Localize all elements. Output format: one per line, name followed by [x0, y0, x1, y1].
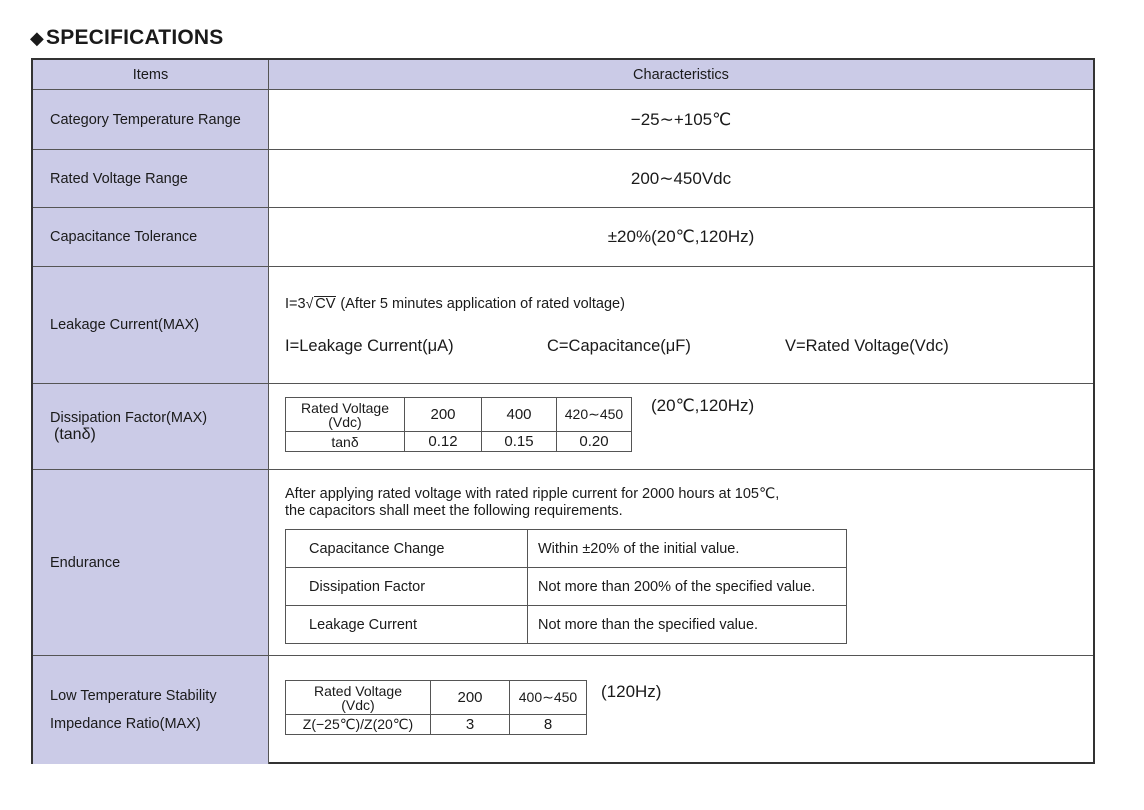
- page-title: [30, 26, 223, 50]
- dissipation-head-0: Rated Voltage (Vdc): [301, 399, 389, 430]
- endurance-item-1: Dissipation Factor: [286, 568, 528, 606]
- dissipation-cell-2: 0.15: [482, 432, 557, 452]
- row-leakage-current: [33, 267, 1093, 384]
- formula-prefix: I=3: [285, 296, 306, 312]
- endurance-value: [269, 470, 1093, 655]
- endurance-item-0: Capacitance Change: [286, 530, 528, 568]
- low-temp-cell-1: 3: [431, 715, 510, 735]
- leakage-def-i: I=Leakage Current(μA): [285, 337, 454, 355]
- row-rated-voltage: [33, 150, 1093, 208]
- dissipation-factor-label: [33, 384, 269, 469]
- low-temp-head-2: 400∼450: [510, 681, 587, 715]
- diamond-bullet-icon: ◆: [30, 28, 45, 48]
- table-row: [286, 398, 632, 432]
- characteristics-column-header: Characteristics: [269, 60, 1093, 89]
- low-temp-label-line2: Impedance Ratio(MAX): [50, 716, 201, 732]
- leakage-current-value: [269, 267, 1093, 383]
- low-temp-label-line1: Low Temperature Stability: [50, 688, 217, 704]
- table-row: [286, 530, 847, 568]
- low-temp-condition: (120Hz): [601, 682, 662, 701]
- endurance-label: Endurance: [33, 470, 269, 655]
- table-header-row: [33, 60, 1093, 90]
- low-temp-label: [33, 656, 269, 764]
- endurance-text-line2: the capacitors shall meet the following requirements.: [285, 503, 623, 519]
- endurance-table: [285, 529, 847, 644]
- low-temp-head-0: Rated Voltage (Vdc): [314, 682, 402, 713]
- leakage-formula: I=3√ CV (After 5 minutes application of rated voltage): [285, 295, 625, 312]
- dissipation-head-3: 420∼450: [557, 398, 632, 432]
- formula-radicand: CV: [315, 296, 336, 312]
- capacitance-tolerance-label: Capacitance Tolerance: [33, 208, 269, 266]
- dissipation-label-line2: (tanδ): [54, 425, 96, 443]
- table-row: [286, 606, 847, 644]
- endurance-item-2: Leakage Current: [286, 606, 528, 644]
- row-temperature-range: [33, 90, 1093, 150]
- leakage-def-v: V=Rated Voltage(Vdc): [785, 337, 949, 355]
- dissipation-cell-0: tanδ: [286, 432, 405, 452]
- endurance-description: [285, 486, 779, 520]
- dissipation-head-2: 400: [482, 398, 557, 432]
- row-low-temperature-stability: [33, 656, 1093, 764]
- items-column-header: Items: [33, 60, 269, 89]
- capacitance-tolerance-value: ±20%(20℃,120Hz): [607, 227, 755, 246]
- low-temp-cell-2: 8: [510, 715, 587, 735]
- leakage-current-label: Leakage Current(MAX): [33, 267, 269, 383]
- low-temp-cell-0: Z(−25℃)/Z(20℃): [286, 715, 431, 735]
- formula-note: (After 5 minutes application of rated voltage): [336, 296, 625, 312]
- dissipation-factor-value: [269, 384, 1093, 469]
- table-cell: [286, 398, 405, 432]
- table-row: [286, 568, 847, 606]
- table-row: [286, 715, 587, 735]
- endurance-criterion-0: Within ±20% of the initial value.: [528, 530, 847, 568]
- endurance-criterion-1: Not more than 200% of the specified value.: [528, 568, 847, 606]
- row-capacitance-tolerance: [33, 208, 1093, 267]
- temperature-range-value: −25∼+105℃: [630, 109, 732, 129]
- dissipation-table: [285, 397, 632, 452]
- low-temp-table: [285, 680, 587, 735]
- row-dissipation-factor: [33, 384, 1093, 470]
- low-temp-head-1: 200: [431, 681, 510, 715]
- table-cell: [286, 681, 431, 715]
- rated-voltage-value: 200∼450Vdc: [630, 168, 732, 188]
- specifications-table: [31, 58, 1095, 764]
- endurance-text-line1: After applying rated voltage with rated ripple current for 2000 hours at 105℃,: [285, 486, 780, 502]
- dissipation-cell-1: 0.12: [405, 432, 482, 452]
- dissipation-cell-3: 0.20: [557, 432, 632, 452]
- row-endurance: [33, 470, 1093, 656]
- low-temp-value: [269, 656, 1093, 764]
- table-row: [286, 681, 587, 715]
- endurance-criterion-2: Not more than the specified value.: [528, 606, 847, 644]
- rated-voltage-label: Rated Voltage Range: [33, 150, 269, 207]
- dissipation-label-line1: Dissipation Factor(MAX): [50, 409, 208, 426]
- leakage-def-c: C=Capacitance(μF): [547, 337, 691, 355]
- temperature-range-label: Category Temperature Range: [33, 90, 269, 149]
- page-title-text: SPECIFICATIONS: [46, 26, 224, 49]
- dissipation-condition: (20℃,120Hz): [651, 396, 755, 415]
- dissipation-head-1: 200: [405, 398, 482, 432]
- table-row: [286, 432, 632, 452]
